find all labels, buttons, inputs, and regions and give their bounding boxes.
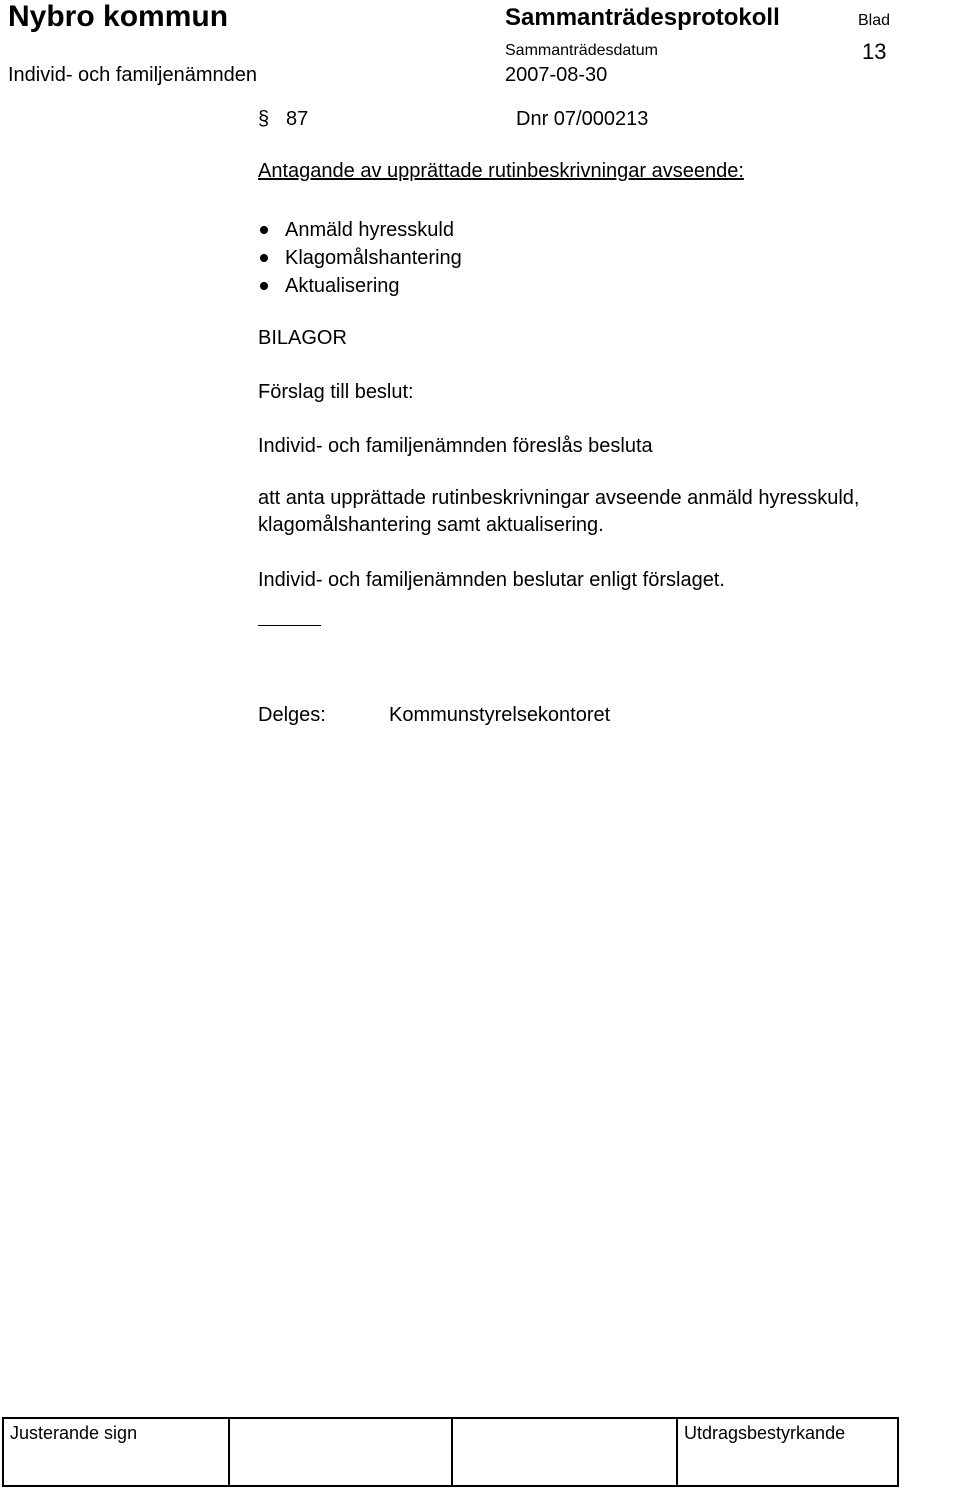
section-number [258, 108, 308, 131]
committee-name: Individ- och familjenämnden [8, 64, 258, 86]
signature-cell [4, 1419, 230, 1485]
list-item [258, 244, 462, 272]
matter-title: Antagande av upprättade rutinbeskrivningar avseende: [258, 160, 744, 182]
page-number: 13 [862, 39, 887, 64]
section-sign: § [258, 108, 270, 130]
signature-box [230, 1419, 453, 1485]
signature-label: Justerande sign [10, 1423, 138, 1443]
bullet-icon [260, 254, 268, 262]
meeting-date-label: Sammanträdesdatum [505, 42, 658, 59]
distribution-label: Delges: [258, 704, 326, 726]
list-item-label: Aktualisering [285, 275, 400, 297]
bullet-list [258, 216, 462, 300]
page-label: Blad [858, 12, 891, 29]
list-item-label: Anmäld hyresskuld [285, 219, 454, 241]
list-item [258, 216, 462, 244]
proposal-text-line-2: klagomålshantering samt aktualisering. [258, 514, 604, 536]
signature-box [453, 1419, 678, 1485]
list-item-label: Klagomålshantering [285, 247, 462, 269]
end-of-decision-rule [258, 625, 321, 626]
distribution-recipient: Kommunstyrelsekontoret [389, 704, 611, 726]
case-reference: Dnr 07/000213 [516, 108, 649, 130]
bullet-icon [260, 282, 268, 290]
signature-footer [2, 1417, 899, 1487]
meeting-date: 2007-08-30 [505, 64, 608, 86]
bullet-icon [260, 226, 268, 234]
proposal-heading: Förslag till beslut: [258, 381, 414, 403]
list-item [258, 272, 462, 300]
proposal-text-line-1: att anta upprättade rutinbeskrivningar avseende anmäld hyresskuld, [258, 487, 860, 509]
certification-label: Utdragsbestyrkande [684, 1423, 846, 1443]
organization-name: Nybro kommun [8, 0, 229, 33]
decision-text: Individ- och familjenämnden beslutar enligt förslaget. [258, 569, 725, 591]
proposal-intro: Individ- och familjenämnden föreslås besluta [258, 435, 653, 457]
attachments-label: BILAGOR [258, 327, 347, 349]
document-type: Sammanträdesprotokoll [505, 4, 780, 31]
section-number-value: 87 [286, 108, 309, 130]
certification-cell [678, 1419, 897, 1485]
